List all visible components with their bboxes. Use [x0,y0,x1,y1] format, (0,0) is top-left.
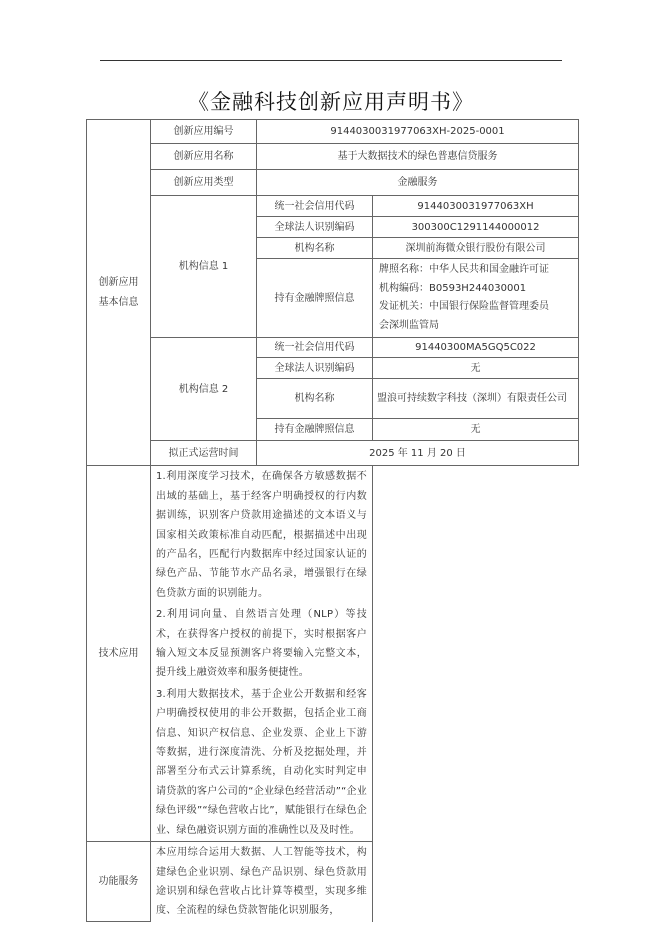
func-text: 本应用综合运用大数据、人工智能等技术，构建绿色企业识别、绿色产品识别、绿色贷款用途识别和绿色营收占比计算等模型，实现多维度、全流程的绿色贷款智能化识别服务， [156,847,367,917]
org2-label: 机构信息 2 [151,338,257,441]
table-row [87,170,579,196]
tech-paragraph: 1.利用深度学习技术，在确保各方敏感数据不出域的基础上，基于经客户明确授权的行内数据训练，识别客户贷款用途描述的文本语义与国家相关政策标准自动匹配，根据描述中出现的产品名，匹配行内数据库中经过国家认证的绿色产品、节能节水产品名录，增强银行在绿色贷款方面的识别能力。 [156,471,367,599]
org2-credit-code-label: 统一社会信用代码 [257,338,373,358]
header-rule [100,60,562,61]
org1-lei-label: 全球法人识别编码 [257,217,373,238]
table-row [87,842,579,922]
func-content [151,842,373,922]
app-name-label: 创新应用名称 [151,144,257,170]
org2-name-label: 机构名称 [257,379,373,419]
app-name-value: 基于大数据技术的绿色普惠信贷服务 [257,144,579,170]
org2-license: 无 [373,419,579,441]
tech-paragraph: 2.利用词向量、自然语言处理（NLP）等技术，在获得客户授权的前提下，实时根据客户输入短文本反显预测客户将要输入完整文本，提升线上融资效率和服务便捷性。 [156,609,367,679]
org1-name-label: 机构名称 [257,238,373,259]
org1-credit-code-label: 统一社会信用代码 [257,196,373,217]
org1-license [373,259,579,338]
org2-license-label: 持有金融牌照信息 [257,419,373,441]
table-row [87,466,579,842]
table-row [87,196,579,217]
table-row [87,441,579,466]
tech-content [151,466,373,842]
license-line: 会深圳监管局 [379,319,439,331]
table-row [87,338,579,358]
app-id-value: 9144030031977063XH-2025-0001 [257,120,579,144]
section-label-cell [87,120,151,466]
org2-name: 盟浪可持续数字科技（深圳）有限责任公司 [373,379,579,419]
org1-credit-code: 9144030031977063XH [373,196,579,217]
section-label: 创新应用 基本信息 [98,276,139,308]
org1-license-label: 持有金融牌照信息 [257,259,373,338]
license-line: 发证机关：中国银行保险监督管理委员 [379,301,549,313]
launch-date: 2025 年 11 月 20 日 [257,441,579,466]
launch-label: 拟正式运营时间 [151,441,257,466]
tech-label: 技术应用 [87,466,151,842]
org1-name: 深圳前海微众银行股份有限公司 [373,238,579,259]
org1-label: 机构信息 1 [151,196,257,338]
declaration-table [86,119,579,922]
app-type-value: 金融服务 [257,170,579,196]
app-id-label: 创新应用编号 [151,120,257,144]
license-line: 牌照名称：中华人民共和国金融许可证 [379,264,549,275]
app-type-label: 创新应用类型 [151,170,257,196]
table-row [87,144,579,170]
org2-lei-label: 全球法人识别编码 [257,358,373,379]
org2-lei: 无 [373,358,579,379]
page-title: 《金融科技创新应用声明书》 [188,90,474,114]
org2-credit-code: 91440300MA5GQ5C022 [373,338,579,358]
table-row [87,120,579,144]
license-line: 机构编码：B0593H244030001 [379,282,527,294]
func-label: 功能服务 [87,842,151,922]
tech-paragraph: 3.利用大数据技术，基于企业公开数据和经客户明确授权使用的非公开数据，包括企业工商信息、知识产权信息、企业发票、企业上下游等数据，进行深度清洗、分析及挖掘处理，并部署至分布式云计算系统，自动化实时判定申请贷款的客户公司的“企业绿色经营活动”“企业绿色评级”“绿色营收占比”，赋能银行在绿色企业、绿色融资识别方面的准确性以及及时性。 [156,688,367,836]
org1-lei: 300300C1291144000012 [373,217,579,238]
